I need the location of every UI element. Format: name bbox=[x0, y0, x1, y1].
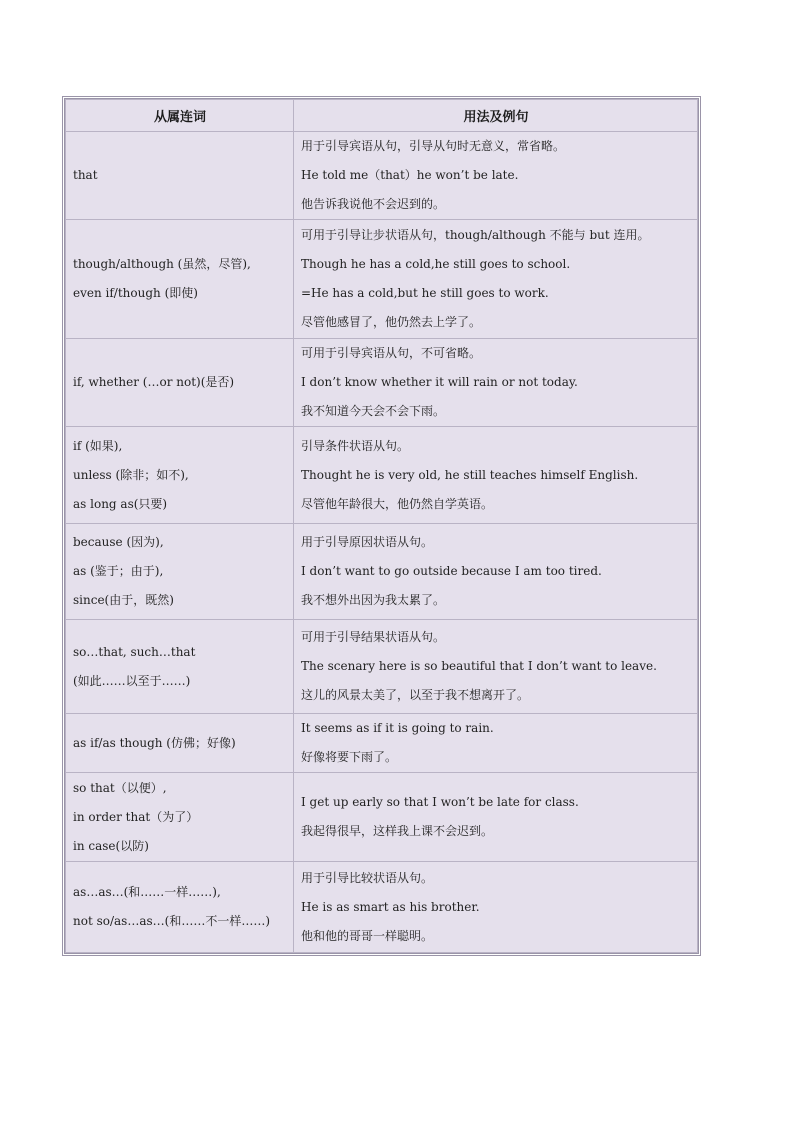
table-row bbox=[66, 524, 698, 620]
conjunction-cell bbox=[66, 427, 294, 524]
table-row bbox=[66, 620, 698, 714]
usage-cell bbox=[294, 773, 698, 862]
conjunction-cell bbox=[66, 524, 294, 620]
conjunction-text: if (如果), bbox=[73, 438, 123, 453]
usage-text: 可用于引导宾语从句，不可省略。 bbox=[301, 346, 482, 360]
usage-text: I don’t want to go outside because I am too tired. bbox=[301, 564, 602, 578]
conjunction-text: so…that, such…that bbox=[73, 644, 196, 659]
conjunction-cell bbox=[66, 132, 294, 220]
grammar-table-frame bbox=[62, 96, 701, 956]
conjunction-cell bbox=[66, 220, 294, 339]
table-row bbox=[66, 714, 698, 773]
usage-text: 尽管他年龄很大，他仍然自学英语。 bbox=[301, 496, 494, 511]
usage-text: It seems as if it is going to rain. bbox=[301, 721, 494, 735]
conjunction-text: that bbox=[73, 168, 98, 182]
usage-text: =He has a cold,but he still goes to work. bbox=[301, 286, 549, 300]
conjunction-cell bbox=[66, 862, 294, 953]
usage-text: I get up early so that I won’t be late for class. bbox=[301, 795, 579, 809]
usage-cell bbox=[294, 714, 698, 773]
usage-text: Though he has a cold,he still goes to school. bbox=[301, 257, 571, 271]
table-row bbox=[66, 862, 698, 953]
usage-text: 可用于引导让步状语从句，though/although 不能与 but 连用。 bbox=[301, 228, 650, 242]
usage-cell bbox=[294, 339, 698, 427]
conjunction-table bbox=[65, 99, 698, 953]
usage-cell bbox=[294, 220, 698, 339]
table-row bbox=[66, 339, 698, 427]
table-row bbox=[66, 427, 698, 524]
usage-text: 用于引导宾语从句，引导从句时无意义，常省略。 bbox=[301, 139, 566, 153]
conjunction-text: as…as…(和……一样……), bbox=[73, 885, 221, 899]
usage-text: He told me（that）he won’t be late. bbox=[301, 168, 519, 182]
conjunction-cell bbox=[66, 339, 294, 427]
table-row bbox=[66, 773, 698, 862]
conjunction-text: so that（以便）, bbox=[73, 780, 167, 795]
usage-text: The scenary here is so beautiful that I don’t want to leave. bbox=[301, 659, 657, 673]
usage-text: 我不想外出因为我太累了。 bbox=[301, 593, 446, 607]
usage-text: 我不知道今天会不会下雨。 bbox=[301, 404, 446, 418]
usage-text: 可用于引导结果状语从句。 bbox=[301, 630, 446, 644]
table-row bbox=[66, 132, 698, 220]
usage-text: 好像将要下雨了。 bbox=[301, 750, 398, 764]
usage-text: 用于引导原因状语从句。 bbox=[301, 535, 434, 549]
conjunction-text: as long as(只要) bbox=[73, 496, 168, 511]
usage-text: 他和他的哥哥一样聪明。 bbox=[301, 928, 434, 943]
usage-text: 我起得很早，这样我上课不会迟到。 bbox=[301, 824, 494, 838]
conjunction-text: unless (除非；如不), bbox=[73, 467, 189, 482]
conjunction-text: in order that（为了） bbox=[73, 809, 199, 824]
conjunction-text: in case(以防) bbox=[73, 838, 149, 853]
usage-cell bbox=[294, 524, 698, 620]
conjunction-cell bbox=[66, 714, 294, 773]
conjunction-text: though/although (虽然，尽管), bbox=[73, 257, 251, 271]
conjunction-cell bbox=[66, 773, 294, 862]
conjunction-text: as (鉴于；由于), bbox=[73, 564, 164, 578]
usage-text: 这儿的风景太美了，以至于我不想离开了。 bbox=[301, 688, 530, 702]
table-row bbox=[66, 220, 698, 339]
header-conjunction: 从属连词 bbox=[66, 100, 294, 132]
conjunction-cell bbox=[66, 620, 294, 714]
usage-text: 他告诉我说他不会迟到的。 bbox=[301, 197, 446, 211]
usage-text: 引导条件状语从句。 bbox=[301, 438, 410, 453]
header-usage: 用法及例句 bbox=[294, 100, 698, 132]
table-header-row bbox=[66, 100, 698, 132]
conjunction-text: not so/as…as…(和……不一样……) bbox=[73, 914, 271, 928]
conjunction-text: because (因为), bbox=[73, 535, 164, 549]
usage-cell bbox=[294, 620, 698, 714]
usage-text: I don’t know whether it will rain or not today. bbox=[301, 375, 578, 389]
conjunction-text: if, whether (…or not)(是否) bbox=[73, 375, 235, 389]
usage-text: 尽管他感冒了，他仍然去上学了。 bbox=[301, 315, 482, 329]
usage-text: Thought he is very old, he still teaches himself English. bbox=[301, 467, 639, 482]
usage-text: He is as smart as his brother. bbox=[301, 899, 480, 914]
conjunction-text: even if/though (即使) bbox=[73, 286, 198, 300]
usage-text: 用于引导比较状语从句。 bbox=[301, 870, 434, 885]
usage-cell bbox=[294, 862, 698, 953]
usage-cell bbox=[294, 132, 698, 220]
conjunction-text: (如此……以至于……) bbox=[73, 673, 191, 688]
conjunction-text: since(由于，既然) bbox=[73, 593, 174, 607]
conjunction-text: as if/as though (仿佛；好像) bbox=[73, 735, 236, 750]
usage-cell bbox=[294, 427, 698, 524]
